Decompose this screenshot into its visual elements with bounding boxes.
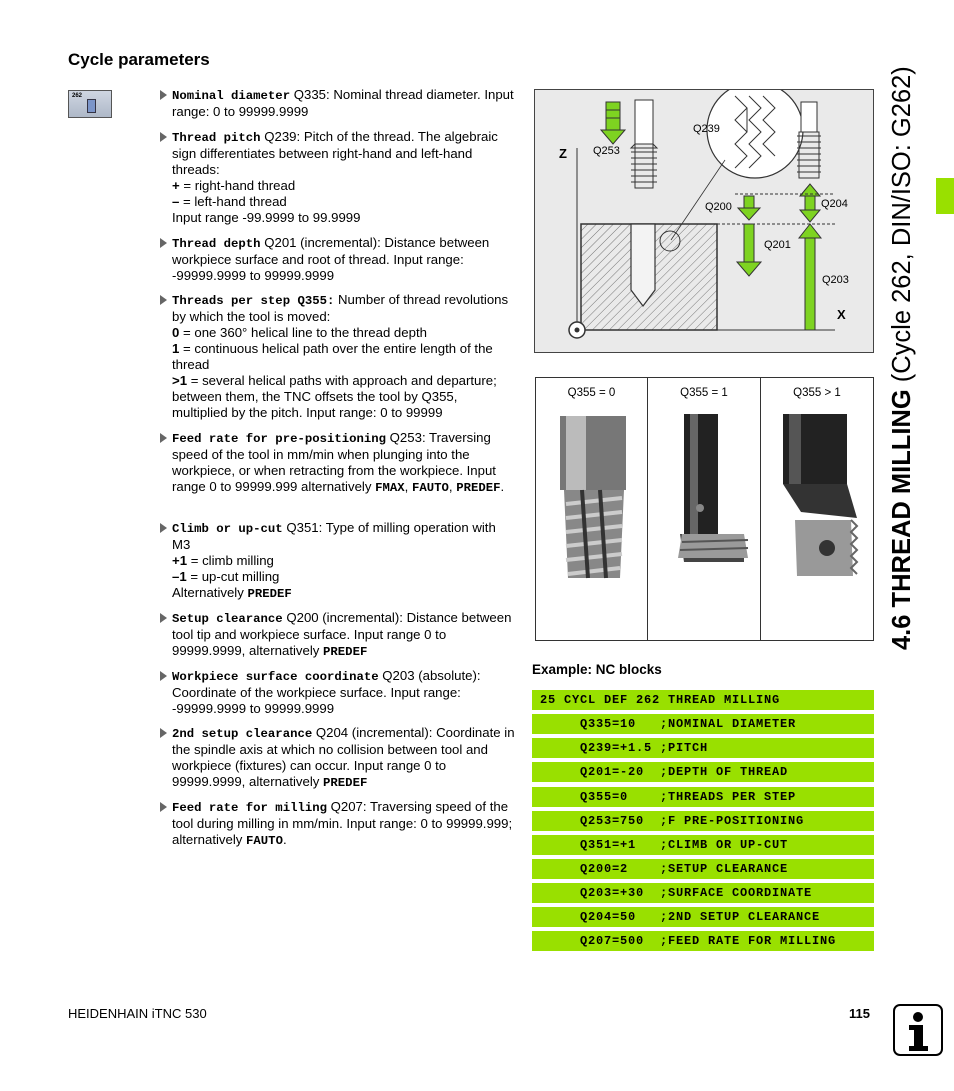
photo-q355-0 <box>536 378 648 640</box>
side-title-sub: (Cycle 262, DIN/ISO: G262) <box>888 66 916 390</box>
info-glyph <box>895 1006 941 1054</box>
option-desc: = up-cut milling <box>186 569 280 584</box>
separator: , <box>448 479 457 494</box>
param-2nd-setup-clearance <box>160 725 516 791</box>
option-desc: = right-hand thread <box>179 178 296 193</box>
cycle-icon-label: 262 <box>72 93 83 99</box>
option-desc: Alternatively <box>172 585 248 600</box>
separator: , <box>404 479 412 494</box>
param-thread-pitch <box>160 129 516 226</box>
bullet-arrow-icon <box>160 613 167 623</box>
param-code: Thread pitch <box>172 131 261 145</box>
param-code: Feed rate for milling <box>172 801 327 815</box>
param-nominal-diameter <box>160 87 516 120</box>
single-insert-tool-image <box>648 408 760 638</box>
footer-product: HEIDENHAIN iTNC 530 <box>68 1006 207 1021</box>
nc-block-line: Q335=10 ;NOMINAL DIAMETER <box>532 714 874 734</box>
thread-milling-diagram <box>534 89 874 353</box>
example-title: Example: NC blocks <box>532 662 662 677</box>
option-desc: = continuous helical path over the entire length of the thread <box>172 341 493 372</box>
param-alt: PREDEF <box>456 481 501 495</box>
option-key: 1 <box>172 341 180 356</box>
param-alt: FMAX <box>375 481 405 495</box>
input-range: Input range -99.9999 to 99.9999 <box>172 210 361 225</box>
param-code: Nominal diameter <box>172 89 291 103</box>
param-code: Workpiece surface coordinate <box>172 670 379 684</box>
x-axis-label: X <box>837 307 846 322</box>
nc-block-line: Q355=0 ;THREADS PER STEP <box>532 787 874 807</box>
section-title: Cycle parameters <box>68 50 210 69</box>
bullet-arrow-icon <box>160 295 167 305</box>
param-text: Q204 (incremental): Coordinate in the spindle axis at which no collision between tool and workpiece (fixtures) can occur. Input range 0 to 99999.9999, alternatively <box>172 725 515 789</box>
param-thread-depth <box>160 235 516 284</box>
bullet-arrow-icon <box>160 433 167 443</box>
bullet-arrow-icon <box>160 238 167 248</box>
photo-caption: Q355 > 1 <box>793 387 841 399</box>
nc-block-line: Q204=50 ;2ND SETUP CLEARANCE <box>532 907 874 927</box>
param-alt: PREDEF <box>323 776 368 790</box>
param-workpiece-surface <box>160 668 516 717</box>
info-icon <box>893 1004 943 1056</box>
option-key: >1 <box>172 373 188 388</box>
indexable-insert-tool-image <box>761 408 873 638</box>
nc-block-line: Q200=2 ;SETUP CLEARANCE <box>532 859 874 879</box>
param-text: Q253: Traversing speed of the tool in mm/min when plunging into the workpiece, or when retracting from the workpiece. Input range 0 to 99999.999 alternatively <box>172 430 496 494</box>
option-key: –1 <box>172 569 187 584</box>
q204-label: Q204 <box>821 198 848 210</box>
separator: . <box>500 479 505 494</box>
tap-tool-image <box>536 408 646 638</box>
page-number: 115 <box>849 1006 870 1021</box>
param-alt: FAUTO <box>246 834 283 848</box>
option-desc: = climb milling <box>187 553 274 568</box>
option-key: + <box>172 178 180 193</box>
cycle-262-softkey-icon[interactable] <box>68 90 112 118</box>
photo-q355-gt1 <box>761 378 873 640</box>
param-threads-per-step <box>160 292 516 421</box>
param-text: Q239: Pitch of the thread. The algebraic sign differentiates between right-hand and left-hand threads: <box>172 129 498 177</box>
tool-photos <box>535 377 874 641</box>
bullet-arrow-icon <box>160 728 167 738</box>
bullet-arrow-icon <box>160 523 167 533</box>
separator: . <box>282 832 287 847</box>
nc-block-line: 25 CYCL DEF 262 THREAD MILLING <box>532 690 874 710</box>
q200-label: Q200 <box>705 201 732 213</box>
chapter-side-title <box>888 66 917 650</box>
bullet-arrow-icon <box>160 90 167 100</box>
option-desc: = several helical paths with approach and departure; between them, the TNC offsets the tool by Q355, multiplied by the pitch. Input range: 0 to 99999 <box>172 373 497 420</box>
photo-caption: Q355 = 0 <box>567 387 616 399</box>
nc-block-line: Q207=500 ;FEED RATE FOR MILLING <box>532 931 874 951</box>
q201-label: Q201 <box>764 239 791 251</box>
param-code: Threads per step Q355: <box>172 294 335 308</box>
param-code: Feed rate for pre-positioning <box>172 432 387 446</box>
param-alt: PREDEF <box>323 645 368 659</box>
param-code: 2nd setup clearance <box>172 727 313 741</box>
chapter-tab-marker <box>936 178 954 214</box>
param-text: Q201 (incremental): Distance between workpiece surface and root of thread. Input range: -99999.9999 to 99999.9999 <box>172 235 490 283</box>
param-code: Thread depth <box>172 237 261 251</box>
q253-label: Q253 <box>593 145 620 157</box>
bullet-arrow-icon <box>160 132 167 142</box>
nc-block-line: Q201=-20 ;DEPTH OF THREAD <box>532 762 874 782</box>
bullet-arrow-icon <box>160 802 167 812</box>
photo-caption: Q355 = 1 <box>680 387 728 399</box>
option-desc: = left-hand thread <box>179 194 287 209</box>
tool-icon <box>87 99 96 113</box>
diagram-svg <box>535 90 873 352</box>
param-text: Q351: Type of milling operation with M3 <box>172 520 496 552</box>
option-key: 0 <box>172 325 180 340</box>
q203-label: Q203 <box>822 274 849 286</box>
nc-block-line: Q203=+30 ;SURFACE COORDINATE <box>532 883 874 903</box>
param-setup-clearance <box>160 610 516 660</box>
param-code: Climb or up-cut <box>172 522 283 536</box>
param-feed-milling <box>160 799 516 849</box>
param-feed-prepositioning <box>160 430 516 496</box>
param-text: Q203 (absolute): Coordinate of the workpiece surface. Input range: -99999.9999 to 99999.9999 <box>172 668 481 716</box>
param-code: Setup clearance <box>172 612 283 626</box>
photo-q355-1 <box>648 378 761 640</box>
nc-block-line: Q351=+1 ;CLIMB OR UP-CUT <box>532 835 874 855</box>
option-desc: = one 360° helical line to the thread depth <box>179 325 427 340</box>
z-axis-label: Z <box>559 146 567 161</box>
param-text: Q207: Traversing speed of the tool during milling in mm/min. Input range: 0 to 99999.999; alternatively <box>172 799 513 847</box>
param-alt: FAUTO <box>411 481 449 495</box>
param-text: Q335: Nominal thread diameter. Input range: 0 to 99999.9999 <box>172 87 514 119</box>
q239-label: Q239 <box>693 123 720 135</box>
bullet-arrow-icon <box>160 671 167 681</box>
option-key: – <box>172 194 180 209</box>
nc-block-line: Q239=+1.5 ;PITCH <box>532 738 874 758</box>
side-title-main: 4.6 THREAD MILLING <box>888 389 916 650</box>
option-key: +1 <box>172 553 188 568</box>
nc-block-line: Q253=750 ;F PRE-POSITIONING <box>532 811 874 831</box>
param-climb-upcut <box>160 520 516 602</box>
param-alt: PREDEF <box>247 587 292 601</box>
param-text: Number of thread revolutions by which the tool is moved: <box>172 292 509 324</box>
param-text: Q200 (incremental): Distance between tool tip and workpiece surface. Input range 0 to 99999.9999, alternatively <box>172 610 512 658</box>
